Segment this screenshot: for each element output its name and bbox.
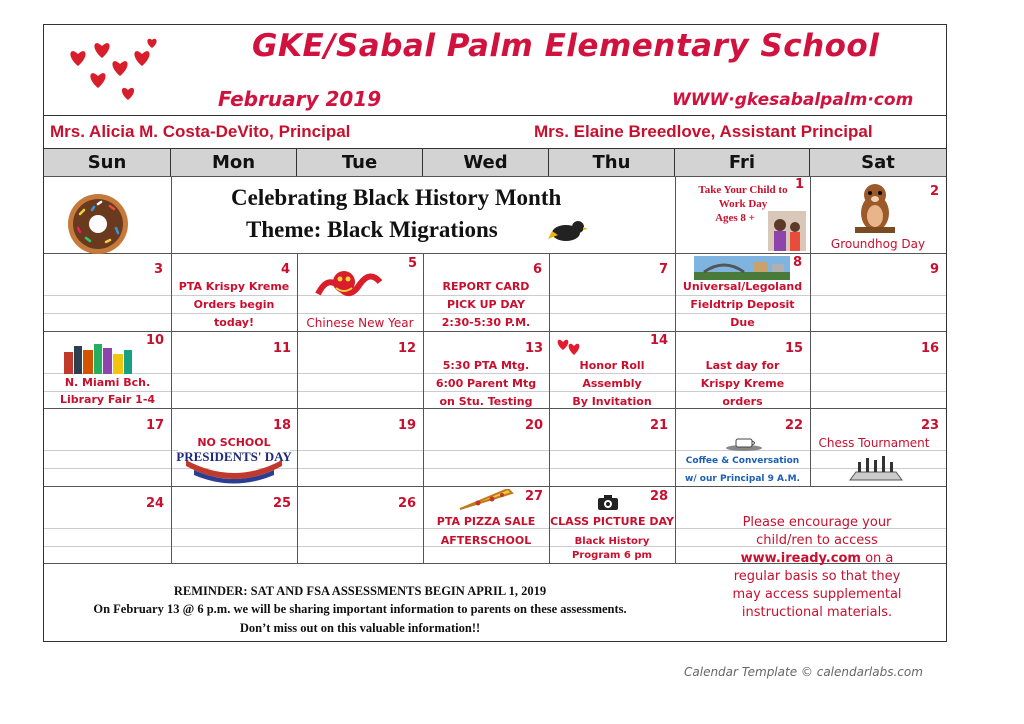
- camera-icon: [597, 495, 619, 511]
- event-text: Program 6 pm: [572, 550, 652, 561]
- iready-line-tail: on a: [860, 551, 894, 566]
- day-number: 6: [533, 262, 543, 277]
- event-text: Krispy Kreme: [700, 377, 785, 390]
- iready-note: [712, 514, 922, 622]
- pizza-icon: [458, 489, 514, 511]
- hearts-icon: [64, 34, 164, 106]
- iready-line: instructional materials.: [741, 605, 893, 620]
- day-number: 17: [146, 418, 165, 433]
- day-number: 3: [154, 262, 164, 277]
- event-text: Work Day: [718, 198, 768, 210]
- day-number: 22: [785, 418, 804, 433]
- event-text: orders: [722, 395, 763, 408]
- chess-icon: [846, 454, 906, 484]
- school-name: GKE/Sabal Palm Elementary School: [252, 28, 880, 64]
- iready-line: [712, 550, 922, 568]
- day-number: 13: [525, 341, 544, 356]
- event-text: Universal/Legoland: [682, 280, 803, 293]
- grid-line: [810, 176, 811, 486]
- day-number: 16: [921, 341, 940, 356]
- reminder-line-1: REMINDER: SAT AND FSA ASSESSMENTS BEGIN APRIL 1, 2019: [173, 584, 547, 598]
- event-text: Groundhog Day: [830, 237, 926, 251]
- event-text: Due: [730, 316, 755, 329]
- day-number: 9: [930, 262, 940, 277]
- weekday-sat: Sat: [810, 149, 946, 176]
- event-text: CLASS PICTURE DAY: [550, 515, 674, 528]
- event-text: REPORT CARD: [442, 280, 530, 293]
- weekday-thu: Thu: [549, 149, 675, 176]
- footer-credit: Calendar Template © calendarlabs.com: [684, 665, 923, 679]
- day-number: 5: [408, 256, 418, 271]
- event-text: NO SCHOOL: [197, 436, 271, 449]
- day-number: 24: [146, 496, 165, 511]
- event-text: Library Fair 1-4: [59, 393, 156, 406]
- event-text: Black History: [574, 536, 650, 547]
- event-text: on Stu. Testing: [439, 395, 533, 408]
- website-text: WWW·gkesabalpalm·com: [672, 90, 914, 110]
- event-text: Last day for: [705, 359, 780, 372]
- weekday-mon: Mon: [171, 149, 297, 176]
- day-number: 11: [273, 341, 292, 356]
- day-number: 27: [525, 489, 544, 504]
- day-number: 10: [146, 333, 165, 348]
- day-number: 19: [398, 418, 417, 433]
- day-number: 12: [398, 341, 417, 356]
- event-text: By Invitation: [572, 395, 652, 408]
- theme-line-2: Theme: Black Migrations: [246, 217, 498, 242]
- day-number: 8: [793, 255, 803, 270]
- event-text: Coffee & Conversation: [685, 456, 800, 466]
- reminder-line-3: Don’t miss out on this valuable information!!: [239, 621, 481, 635]
- event-text: Assembly: [582, 377, 642, 390]
- event-text: Orders begin: [193, 298, 275, 311]
- event-text: Ages 8 +: [715, 212, 755, 224]
- event-text: w/ our Principal 9 A.M.: [685, 474, 800, 484]
- assistant-principal-name: Mrs. Elaine Breedlove, Assistant Principal: [534, 122, 873, 141]
- event-text: N. Miami Bch.: [64, 376, 151, 389]
- event-text: PTA PIZZA SALE: [436, 515, 536, 528]
- event-text: PTA Krispy Kreme: [178, 280, 290, 293]
- day-number: 18: [273, 418, 292, 433]
- month-title: February 2019: [218, 87, 382, 111]
- principal-name: Mrs. Alicia M. Costa-DeVito, Principal: [50, 122, 351, 141]
- event-text: Chinese New Year: [306, 316, 414, 330]
- weekday-sun: Sun: [44, 149, 171, 176]
- day-number: 2: [930, 184, 940, 199]
- theme-park-icon: [694, 256, 790, 280]
- day-number: 20: [525, 418, 544, 433]
- theme-line-1: Celebrating Black History Month: [231, 185, 562, 210]
- heart-icon: [554, 335, 584, 359]
- coffee-icon: [724, 436, 764, 452]
- day-number: 28: [650, 489, 669, 504]
- day-number: 14: [650, 333, 669, 348]
- reminder-line-2: On February 13 @ 6 p.m. we will be sharing important information to parents on these assessments.: [93, 602, 627, 616]
- grid-line: [297, 253, 298, 563]
- event-text: 5:30 PTA Mtg.: [442, 359, 530, 372]
- donut-icon: [66, 192, 130, 256]
- event-text: 2:30-5:30 P.M.: [441, 316, 531, 329]
- weekday-wed: Wed: [423, 149, 549, 176]
- dragon-icon: [314, 264, 384, 306]
- event-text: Take Your Child to: [698, 184, 788, 196]
- divider: [43, 115, 947, 116]
- bird-icon: [548, 217, 588, 247]
- day-number: 4: [281, 262, 291, 277]
- day-number: 7: [659, 262, 669, 277]
- day-number: 26: [398, 496, 417, 511]
- grid-line: [44, 486, 946, 487]
- weekday-fri: Fri: [675, 149, 810, 176]
- event-text: today!: [214, 316, 254, 329]
- presidents-day-text: PRESIDENTS' DAY: [176, 449, 292, 464]
- event-text: Honor Roll: [579, 359, 645, 372]
- day-number: 1: [795, 177, 805, 192]
- groundhog-icon: [855, 181, 895, 233]
- books-icon: [64, 342, 134, 374]
- iready-line: may access supplemental: [732, 587, 902, 602]
- day-number: 21: [650, 418, 669, 433]
- iready-line: Please encourage your: [742, 515, 892, 530]
- iready-line: child/ren to access: [756, 533, 878, 548]
- day-number: 25: [273, 496, 292, 511]
- day-number: 15: [785, 341, 804, 356]
- event-text: PICK UP DAY: [447, 298, 525, 311]
- photo-icon: [768, 211, 806, 251]
- grid-line: [171, 176, 172, 563]
- iready-link[interactable]: www.iready.com: [740, 551, 861, 566]
- event-text: Fieldtrip Deposit: [690, 298, 795, 311]
- event-text: 6:00 Parent Mtg: [435, 377, 537, 390]
- weekday-tue: Tue: [297, 149, 423, 176]
- day-number: 23: [921, 418, 940, 433]
- iready-line: regular basis so that they: [733, 569, 901, 584]
- event-text: AFTERSCHOOL: [440, 534, 532, 547]
- event-text: Chess Tournament: [818, 436, 930, 450]
